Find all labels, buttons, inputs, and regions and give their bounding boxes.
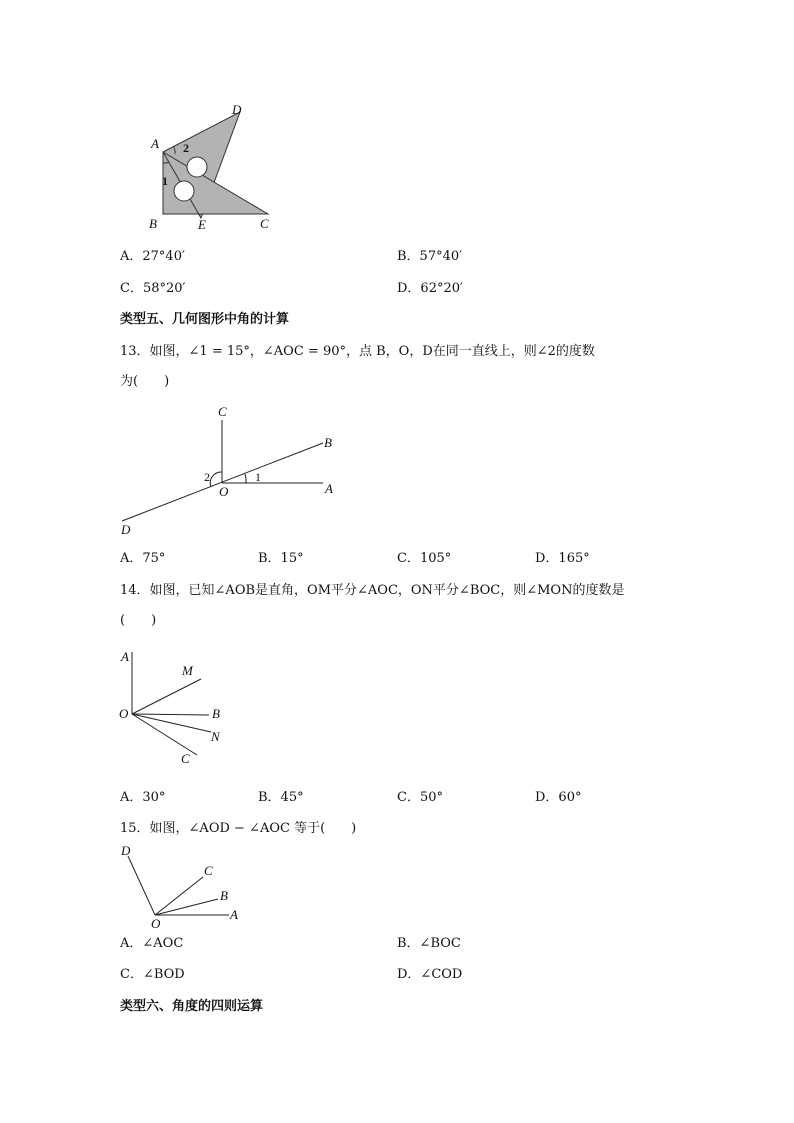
q13-stem-line2: 为( ) [120,374,170,389]
q12-figure [140,100,290,235]
fig15-label-B: B [220,888,228,903]
q14-option-c[interactable]: C．50° [397,790,443,805]
fig12-angle-1: 1 [162,174,168,188]
fig12-label-D: D [232,102,242,117]
fig12-label-C: C [260,216,269,231]
q13-option-a[interactable]: A．75° [120,551,166,566]
fig14-label-O: O [119,706,129,721]
q15-stem: 15．如图，∠AOD − ∠AOC 等于( ) [120,821,357,836]
fig13-angle-1: 1 [255,470,261,484]
q14-stem-line2: ( ) [120,613,157,628]
fig12-label-A: A [151,136,159,151]
q14-option-d[interactable]: D．60° [535,790,582,805]
q12-option-d[interactable]: D．62°20′ [397,281,463,296]
fig13-label-O: O [219,484,229,499]
q15-option-b[interactable]: B．∠BOC [397,936,461,951]
q12-option-a[interactable]: A．27°40′ [120,249,185,264]
fig14-label-M: M [182,663,193,678]
fig13-label-B: B [324,435,332,450]
q13-option-b[interactable]: B．15° [258,551,304,566]
q13-figure [115,400,345,540]
fig12-angle-2: 2 [183,141,189,155]
q13-option-c[interactable]: C．105° [397,551,452,566]
q14-option-b[interactable]: B．45° [258,790,304,805]
q14-stem-line1: 14．如图，已知∠AOB是直角，OM平分∠AOC，ON平分∠BOC，则∠MON的度数是 [120,583,625,598]
q13-option-d[interactable]: D．165° [535,551,590,566]
fig15-label-A: A [230,907,238,922]
q15-figure [115,842,255,930]
fig14-label-N: N [211,729,220,744]
fig14-label-B: B [212,706,220,721]
fig13-label-A: A [325,481,333,496]
q15-option-c[interactable]: C．∠BOD [120,967,185,982]
fig12-label-E: E [198,217,206,232]
fig14-label-A: A [121,649,129,664]
fig15-label-O: O [151,916,161,930]
section6-title: 类型六、角度的四则运算 [120,999,264,1014]
fig13-label-D: D [121,522,131,537]
fig13-angle-2: 2 [204,470,210,484]
fig15-label-C: C [204,863,213,878]
fig14-label-C: C [181,751,190,766]
q14-option-a[interactable]: A．30° [120,790,166,805]
q15-option-d[interactable]: D．∠COD [397,967,463,982]
fig13-label-C: C [218,404,227,419]
fig15-label-D: D [121,843,131,858]
q12-option-b[interactable]: B．57°40′ [397,249,463,264]
section5-title: 类型五、几何图形中角的计算 [120,312,290,327]
q14-figure [115,642,235,772]
q12-option-c[interactable]: C．58°20′ [120,281,186,296]
q13-stem-line1: 13．如图，∠1 = 15°，∠AOC = 90°，点 B，O，D在同一直线上，则∠2的度数 [120,344,595,359]
q15-option-a[interactable]: A．∠AOC [120,936,184,951]
fig12-label-B: B [149,216,157,231]
